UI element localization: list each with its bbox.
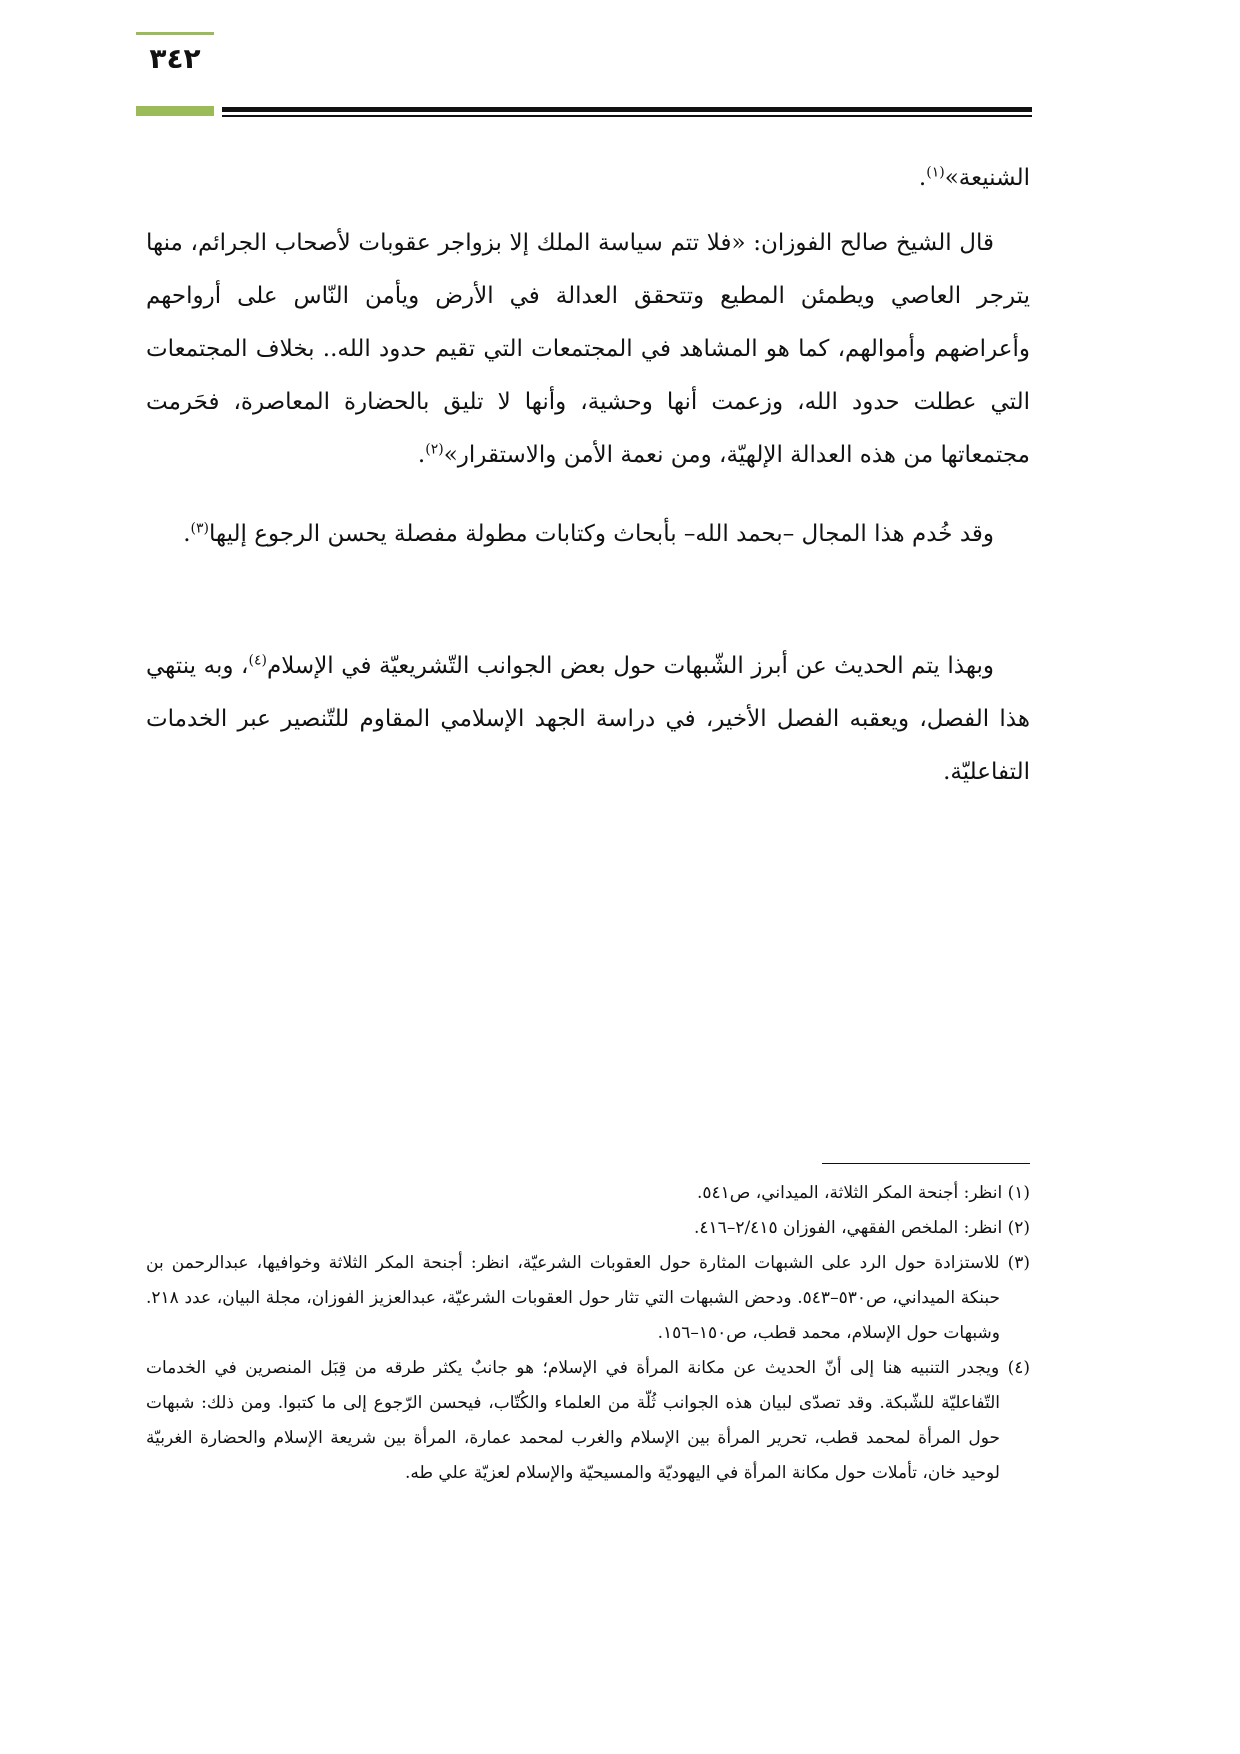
main-text-p3 — [146, 640, 1030, 799]
footnote-ref: (٢) — [425, 441, 444, 458]
footnote-item: (١) انظر: أجنحة المكر الثلاثة، الميداني، ص٥٤١. — [696, 1183, 1030, 1203]
main-text — [146, 152, 1030, 205]
header-accent-bar — [136, 106, 214, 116]
footnote-ref: (١) — [926, 164, 945, 181]
main-text-p1 — [146, 217, 1030, 482]
header-rule — [222, 107, 1032, 112]
footnote-item: (٤) ويجدر التنبيه هنا إلى أنّ الحديث عن مكانة المرأة في الإسلام؛ هو جانبٌ يكثر طرقه من قِبَل المنصرين في الخدمات التّفاعليّة للشّبكة. وقد تصدّى لبيان هذه الجوانب ثُلّة من العلماء والكُتّاب، فيحسن الرّجوع إلى ما كتبوا. ومن ذلك: شبهات حول المرأة لمحمد قطب، تحرير المرأة بين الإسلام والغرب لمحمد عمارة، المرأة بين شريعة الإسلام والحضارة الغربيّة لوحيد خان، تأملات حول مكانة المرأة في اليهوديّة والمسيحيّة والإسلام لعزيّة علي طه. — [146, 1358, 1030, 1483]
footnote-separator — [822, 1163, 1030, 1164]
paragraph-continuation: الشنيعة»$^{(١)}$. — [918, 164, 1030, 191]
page-number: ٣٤٢ — [149, 42, 201, 75]
footnote-item: (٣) للاستزادة حول الرد على الشبهات المثارة حول العقوبات الشرعيّة، انظر: أجنحة المكر الثلاثة وخوافيها، عبدالرحمن بن حبنكة الميداني، ص٥٣٠–٥٤٣. ودحض الشبهات التي تثار حول العقوبات الشرعيّة، عبدالعزيز الفوزان، مجلة البيان، عدد ٢١٨. وشبهات حول الإسلام، محمد قطب، ص١٥٠–١٥٦. — [146, 1253, 1030, 1343]
header-accent-line — [136, 32, 214, 35]
paragraph: وقد خُدم هذا المجال –بحمد الله– بأبحاث وكتابات مطولة مفصلة يحسن الرجوع إليها$^{(٣)}$. — [183, 520, 994, 547]
main-text-p2 — [146, 508, 1030, 561]
footnote-item: (٢) انظر: الملخص الفقهي، الفوزان ٢/٤١٥–٤١٦. — [694, 1218, 1030, 1238]
paragraph: وبهذا يتم الحديث عن أبرز الشّبهات حول بعض الجوانب التّشريعيّة في الإسلام$^{(٤)}$، وبه ينتهي هذا الفصل، ويعقبه الفصل الأخير، في دراسة الجهد الإسلامي المقاوم للتّنصير عبر الخدمات التفاعليّة. — [146, 652, 1030, 785]
header-rule-thin — [222, 115, 1032, 117]
footnote-ref: (٣) — [190, 520, 209, 537]
footnotes — [146, 1176, 1030, 1491]
footnote-ref: (٤) — [248, 652, 267, 669]
paragraph: قال الشيخ صالح الفوزان: «فلا تتم سياسة الملك إلا بزواجر عقوبات لأصحاب الجرائم، منها يترجر العاصي ويطمئن المطيع وتتحقق العدالة في الأرض ويأمن النّاس على أرواحهم وأعراضهم وأموالهم، كما هو المشاهد في المجتمعات التي تقيم حدود الله.. بخلاف المجتمعات التي عطلت حدود الله، وزعمت أنها وحشية، وأنها لا تليق بالحضارة المعاصرة، فحَرمت مجتمعاتها من هذه العدالة الإلهيّة، ومن نعمة الأمن والاستقرار»$^{(٢)}$. — [146, 230, 1030, 468]
